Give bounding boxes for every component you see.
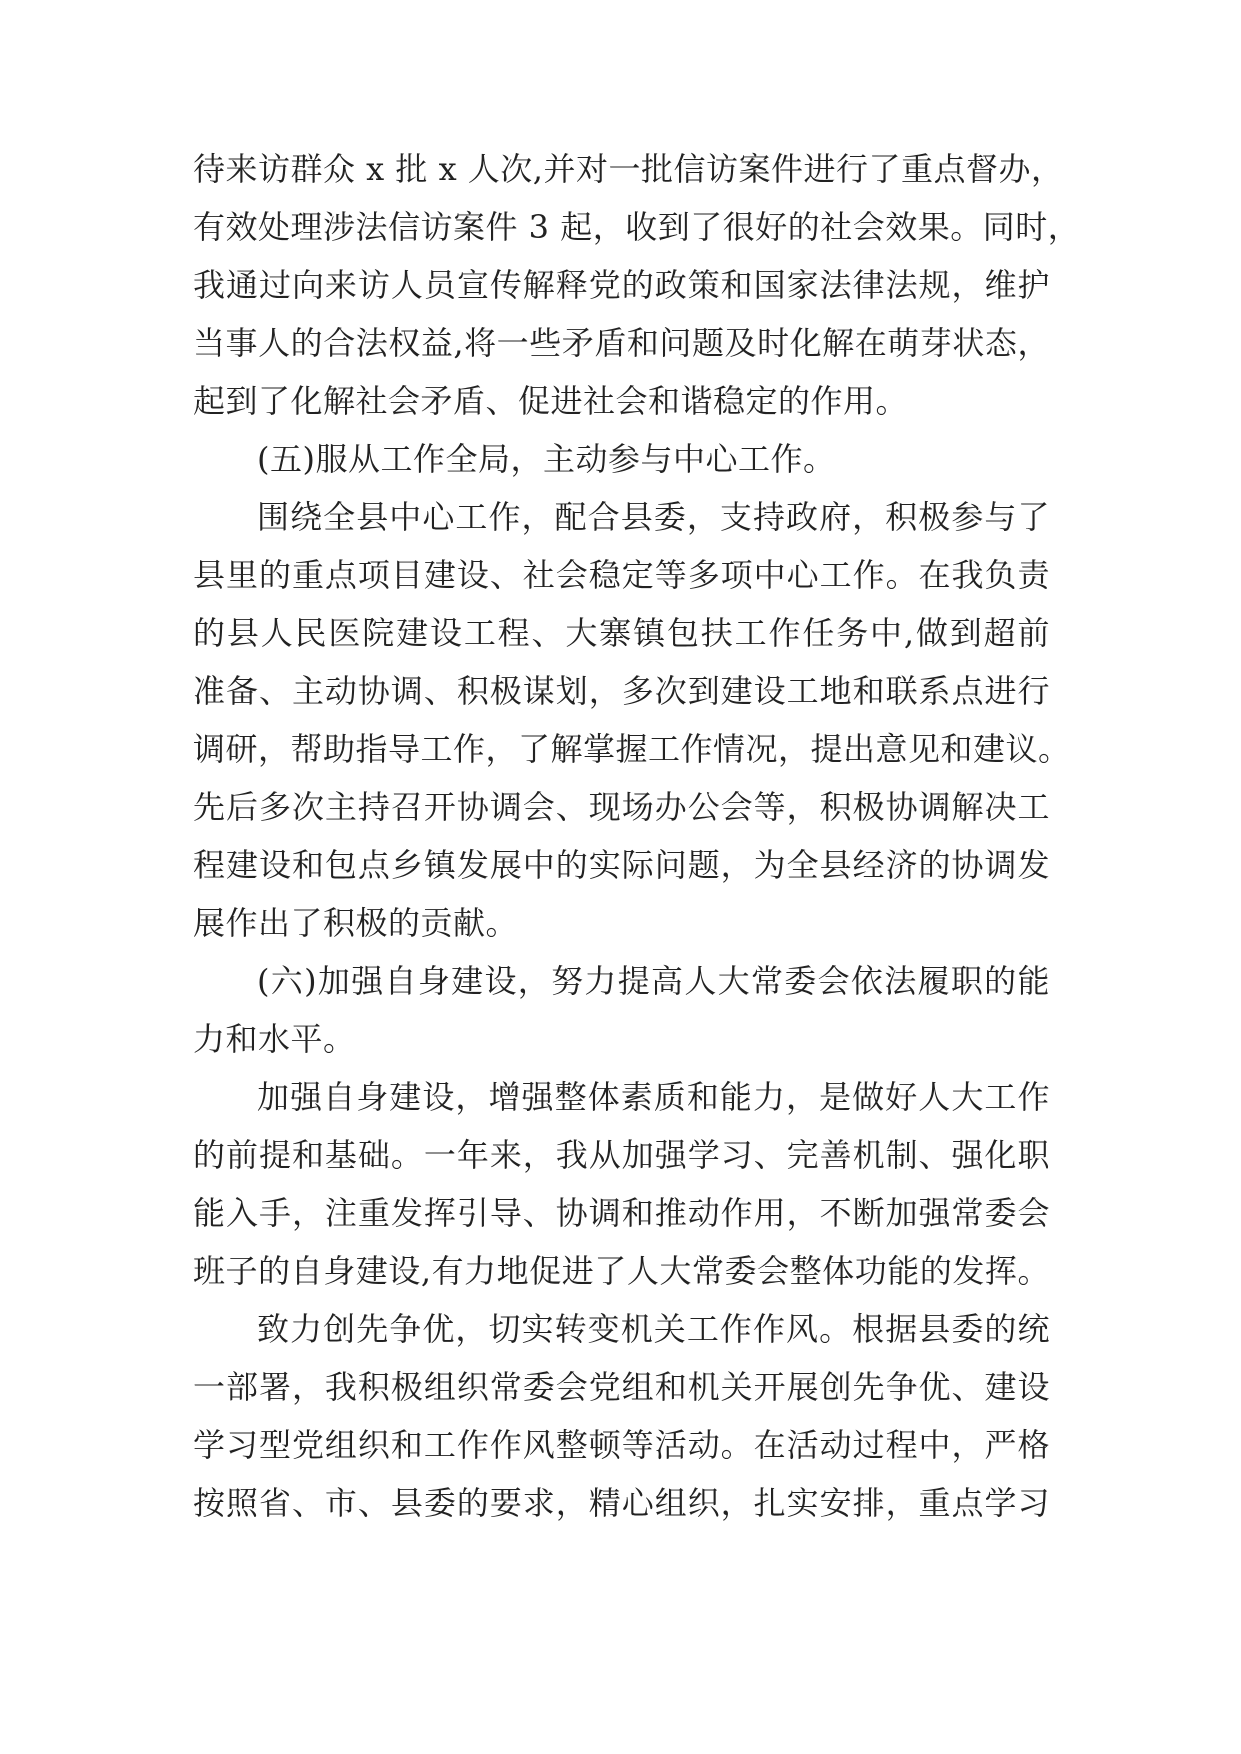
text-line: 班子的自身建设,有力地促进了人大常委会整体功能的发挥。 [193, 1252, 1050, 1290]
text-line: 能入手，注重发挥引导、协调和推动作用，不断加强常委会 [193, 1194, 1050, 1232]
text-line: 一部署，我积极组织常委会党组和机关开展创先争优、建设 [193, 1368, 1050, 1406]
text-line: 当事人的合法权益,将一些矛盾和问题及时化解在萌芽状态， [193, 324, 1050, 362]
text-line: 待来访群众 x 批 x 人次,并对一批信访案件进行了重点督办， [193, 150, 1064, 188]
text-line: 县里的重点项目建设、社会稳定等多项中心工作。在我负责 [193, 556, 1050, 594]
section-heading-continued: 力和水平。 [193, 1020, 356, 1058]
text-line: 准备、主动协调、积极谋划，多次到建设工地和联系点进行 [193, 672, 1050, 710]
text-line: 程建设和包点乡镇发展中的实际问题，为全县经济的协调发 [193, 846, 1050, 884]
text-line: 我通过向来访人员宣传解释党的政策和国家法律法规，维护 [193, 266, 1050, 304]
text-line: 致力创先争优，切实转变机关工作作风。根据县委的统 [257, 1310, 1050, 1348]
text-line: 先后多次主持召开协调会、现场办公会等，积极协调解决工 [193, 788, 1050, 826]
text-line: 有效处理涉法信访案件 3 起，收到了很好的社会效果。同时， [193, 208, 1081, 246]
text-line: 的前提和基础。一年来，我从加强学习、完善机制、强化职 [193, 1136, 1050, 1174]
text-line: 按照省、市、县委的要求，精心组织，扎实安排，重点学习 [193, 1484, 1050, 1522]
text-line: 围绕全县中心工作，配合县委，支持政府，积极参与了 [257, 498, 1050, 536]
text-line: 学习型党组织和工作作风整顿等活动。在活动过程中，严格 [193, 1426, 1050, 1464]
text-line: 加强自身建设，增强整体素质和能力，是做好人大工作 [257, 1078, 1050, 1116]
text-line: 调研，帮助指导工作，了解掌握工作情况，提出意见和建议。 [193, 730, 1071, 768]
text-line: 起到了化解社会矛盾、促进社会和谐稳定的作用。 [193, 382, 909, 420]
text-line: 的县人民医院建设工程、大寨镇包扶工作任务中,做到超前 [193, 614, 1050, 652]
section-heading: (六)加强自身建设，努力提高人大常委会依法履职的能 [257, 962, 1050, 1000]
text-line: 展作出了积极的贡献。 [193, 904, 519, 942]
section-heading: (五)服从工作全局，主动参与中心工作。 [257, 440, 836, 478]
